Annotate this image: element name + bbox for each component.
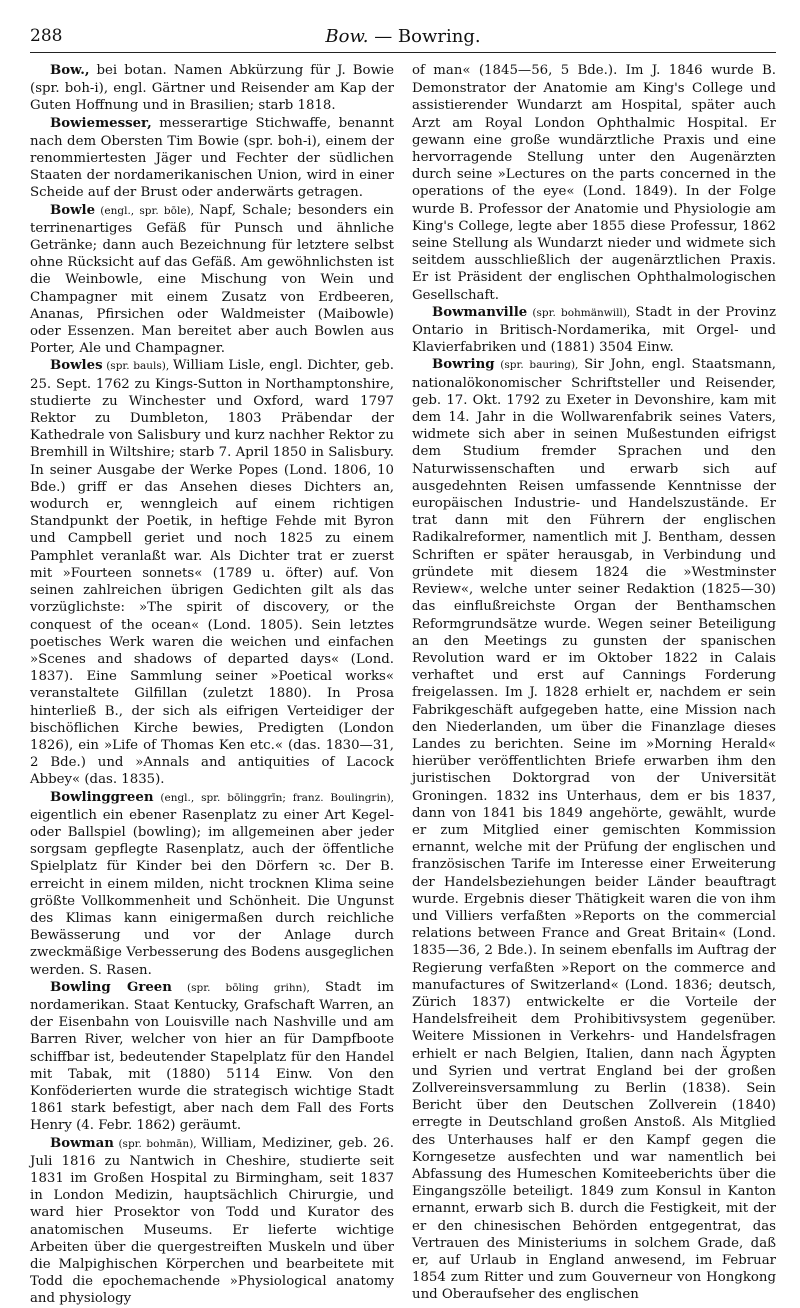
entry-text: Sir John, engl. Staatsmann, nationalökonomischer Schriftsteller und Reisender, geb. 17. Okt. 1792 zu Exeter in Devonshire, kam mit dem 14. Jahr in die Wollwarenfabrik seines Vaters, widmete sich aber in seinen Mußestunden eifrigst dem Studium fremder Sprachen und den Naturwissenschaften und erwarb sich auf ausgedehnten Reisen umfassende Kenntnisse der europäischen Industrie- und Handelszustände. Er trat dann mit den Führern der englischen Radikalreformer, namentlich mit J. Bentham, dessen Schriften er später herausgab, in Verbindung und gründete mit diesem 1824 die »Westminster Review«, welche unter seiner Redaktion (1825—30) das einflußreichste Organ der Benthamschen Reformgrundsätze wurde. Wegen seiner Beteiligung an den Meetings zu gunsten der spanischen Revolution ward er im Oktober 1822 in Calais verhaftet und erst auf Cannings Forderung freigelassen. Im J. 1828 erhielt er, nachdem er sein Fabrikgeschäft aufgegeben hatte, eine Mission nach den Niederlanden, um über die Finanzlage dieses Landes zu berichten. Seine im »Morning Herald« hierüber veröffentlichten Briefe erwarben ihm den juristischen Doktorgrad von der Universität Groningen. 1832 ins Unterhaus, dem er bis 1837, dann von 1841 bis 1849 angehörte, gewählt, wurde er zum Mitglied einer gemischten Kommission ernannt, welche mit der Prüfung der englischen und französischen Tarife im Interesse einer Erweiterung der Handelsbeziehungen beider Länder beauftragt wurde. Ergebnis dieser Thätigkeit waren die von ihm und Villiers verfaßten »Reports on the commercial relations between France and Great Britain« (Lond. 1835—36, 2 Bde.). In seinem ebenfalls im Auftrag der Regierung verfaßten »Report on the commerce and manufactures of Switzerland« (Lond. 1836; deutsch, Zürich 1837) entwickelte er die Vorteile der Handelsfreiheit dem Prohibitivsystem gegenüber. Weitere Missionen in Verkehrs- und Handelsfragen erhielt er nach Belgien, Italien, dann nach Ägypten und Syrien und vertrat England bei der großen Zollvereinsversammlung zu Berlin (1838). Sein Bericht über den Deutschen Zollverein (1840) erregte in Deutschland großen Anstoß. Als Mitglied des Unterhauses half er den Kampf gegen die Korngesetze ausfechten und war namentlich bei Abfassung des Humeschen Komiteeberichts über die Eingangszölle beteiligt. 1849 zum Konsul in Kanton ernannt, erwarb sich B. durch die Festigkeit, mit der er den chinesischen Behörden entgegentrat, das Vertrauen des Ministeriums in solchem Grade, daß er, auf Urlaub in England anwesend, im Februar 1854 zum Ritter und zum Gouverneur von Hongkong und Oberaufseher des englischen [412, 357, 776, 1303]
pronunciation: (spr. bōling grihn), [171, 981, 325, 994]
entry-text: William, Mediziner, geb. 26. Juli 1816 zu Nantwich in Cheshire, studierte seit 1831 im Großen Hospital zu Birmingham, seit 1837 in London Medizin, hauptsächlich Chirurgie, und ward hier Prosektor von Todd und Kurator des anatomischen Museums. Er lieferte wichtige Arbeiten über die quergestreiften Muskeln und über die Malpighischen Körperchen und bearbeitete mit Todd die epochemachende »Physiological anatomy and physiology [30, 1135, 394, 1307]
entry-bowring [412, 356, 776, 1303]
running-head [30, 26, 776, 47]
headword: Bowlinggreen [50, 789, 154, 805]
entry-bowman [30, 1135, 394, 1308]
page-number: 288 [30, 26, 63, 46]
entry-text: bei botan. Namen Abkürzung für J. Bowie (spr. boh-i), engl. Gärtner und Reisender am Kap der Guten Hoffnung und in Brasilien; starb 1818. [30, 63, 394, 114]
entry-bowling-green [30, 979, 394, 1135]
entry-text: messerartige Stichwaffe, benannt nach dem Obersten Tim Bowie (spr. boh-i), einem der renommiertesten Jäger und Fechter der südlichen Staaten der nordamerikanischen Union, wird in einer Scheide auf der Brust oder anderwärts getragen. [30, 115, 394, 201]
pronunciation: (spr. bohmänwill), [527, 306, 636, 319]
entry-bowle [30, 202, 394, 358]
pronunciation: (engl., spr. bōlinggrīn; franz. Boulingrin), [153, 791, 394, 804]
pronunciation: (engl., spr. bōle), [95, 204, 200, 217]
entry-bowmanville [412, 304, 776, 357]
entry-bowles [30, 357, 394, 788]
entry-bowman-continued [412, 62, 776, 304]
headword: Bowman [50, 1135, 114, 1151]
headword: Bowiemesser, [50, 115, 152, 131]
text-columns [30, 62, 776, 1307]
entry-text: eigentlich ein ebener Rasenplatz zu einer Art Kegel- oder Ballspiel (bowling); im allgemeinen aber jeder sorgsam gepflegte Rasenplatz, auch der öffentliche Spielplatz für Kinder bei den Dörfern ꝛc. Der B. erreicht in einem milden, nicht trocknen Klima seine größte Vollkommenheit und Schönheit. Die Ungunst des Klimas kann einigermaßen durch reichliche Bewässerung und vor der Anlage durch zweckmäßige Verbesserung des Bodens ausgeglichen werden. S. Rasen. [30, 807, 394, 978]
running-head-right: Bowring. [397, 26, 481, 47]
entry-text: of man« (1845—56, 5 Bde.). Im J. 1846 wurde B. Demonstrator der Anatomie am King's College und assistierender Wundarzt am Hospital, später auch Arzt am Royal London Ophthalmic Hospital. Er gewann eine große wundärztliche Praxis und eine hervorragende Stellung unter den Augenärzten durch seine »Lectures on the parts concerned in the operations of the eye« (Lond. 1849). In der Folge wurde B. Professor der Anatomie und Physiologie am King's College, legte aber 1855 diese Professur, 1862 seine Stellung als Wundarzt nieder und widmete sich seitdem ausschließlich der augenärztlichen Praxis. Er ist Präsident der englischen Ophthalmologischen Gesellschaft. [412, 63, 776, 303]
page-header [30, 26, 776, 53]
headword: Bowle [50, 202, 96, 218]
entry-bowlinggreen [30, 789, 394, 979]
entry-text: Stadt in der Provinz Ontario in Britisch-Nordamerika, mit Orgel- und Klavierfabriken und (1881) 3504 Einw. [412, 304, 776, 356]
running-head-left: Bow. [325, 26, 369, 47]
pronunciation: (spr. bauring), [494, 359, 585, 372]
entry-bow [30, 62, 394, 115]
headword: Bowring [432, 357, 495, 373]
headword: Bow., [50, 63, 90, 78]
entry-bowiemesser [30, 115, 394, 202]
pronunciation: (spr. bauls), [102, 360, 173, 373]
running-head-dash: — [368, 26, 398, 47]
entry-text: Napf, Schale; besonders ein terrinenartiges Gefäß für Punsch und ähnliche Getränke; dann auch Bezeichnung für letztere selbst ohne Rücksicht auf das Gefäß. Am gewöhnlichsten ist die Weinbowle, eine Mischung von Wein und Champagner mit einem Zusatz von Erdbeeren, Ananas, Pfirsichen oder Waldmeister (Maibowle) oder Essenzen. Man bereitet aber auch Bowlen aus Porter, Ale und Champagner. [30, 202, 394, 357]
entry-text: William Lisle, engl. Dichter, geb. 25. Sept. 1762 zu Kings-Sutton in Northamptonshire, studierte zu Winchester und Oxford, ward 1797 Rektor zu Dumbleton, 1803 Präbendar der Kathedrale von Salisbury und kurz nachher Rektor zu Bremhill in Wiltshire; starb 7. April 1850 in Salisbury. In seiner Ausgabe der Werke Popes (Lond. 1806, 10 Bde.) griff er das Ansehen dieses Dichters an, wodurch er, wenngleich auf einem richtigen Standpunkt der Poetik, in heftige Fehde mit Byron und Campbell geriet und noch 1825 zu einem Pamphlet veranlaßt war. Als Dichter trat er zuerst mit »Fourteen sonnets« (1789 u. öfter) auf. Von seinen zahlreichen übrigen Gedichten gilt als das vorzüglichste: »The spirit of discovery, or the conquest of the ocean« (Lond. 1805). Sein letztes poetisches Werk waren die weichen und einfachen »Scenes and shadows of departed days« (Lond. 1837). Eine Sammlung seiner »Poetical works« veranstaltete Gilfillan (zuletzt 1880). In Prosa hinterließ B., der sich als eifrigen Verteidiger der bischöflichen Kirche bewies, Predigten (London 1826), ein »Life of Thomas Ken etc.« (das. 1830—31, 2 Bde.) und »Annals and antiquities of Lacock Abbey« (das. 1835). [30, 358, 394, 788]
headword: Bowling Green [50, 979, 172, 995]
pronunciation: (spr. bohmān), [113, 1137, 202, 1150]
left-column [30, 62, 394, 1307]
headword: Bowmanville [432, 304, 528, 320]
entry-text: Stadt im nordamerikan. Staat Kentucky, Grafschaft Warren, an der Eisenbahn von Louisville nach Nashville und am Barren River, welcher von hier an für Dampfboote schiffbar ist, bedeutender Stapelplatz für den Handel mit Tabak, mit (1880) 5114 Einw. Von den Konföderierten wurde die strategisch wichtige Stadt 1861 stark befestigt, aber nach dem Fall des Forts Henry (4. Febr. 1862) geräumt. [30, 979, 394, 1134]
right-column [412, 62, 776, 1303]
headword: Bowles [50, 358, 103, 374]
